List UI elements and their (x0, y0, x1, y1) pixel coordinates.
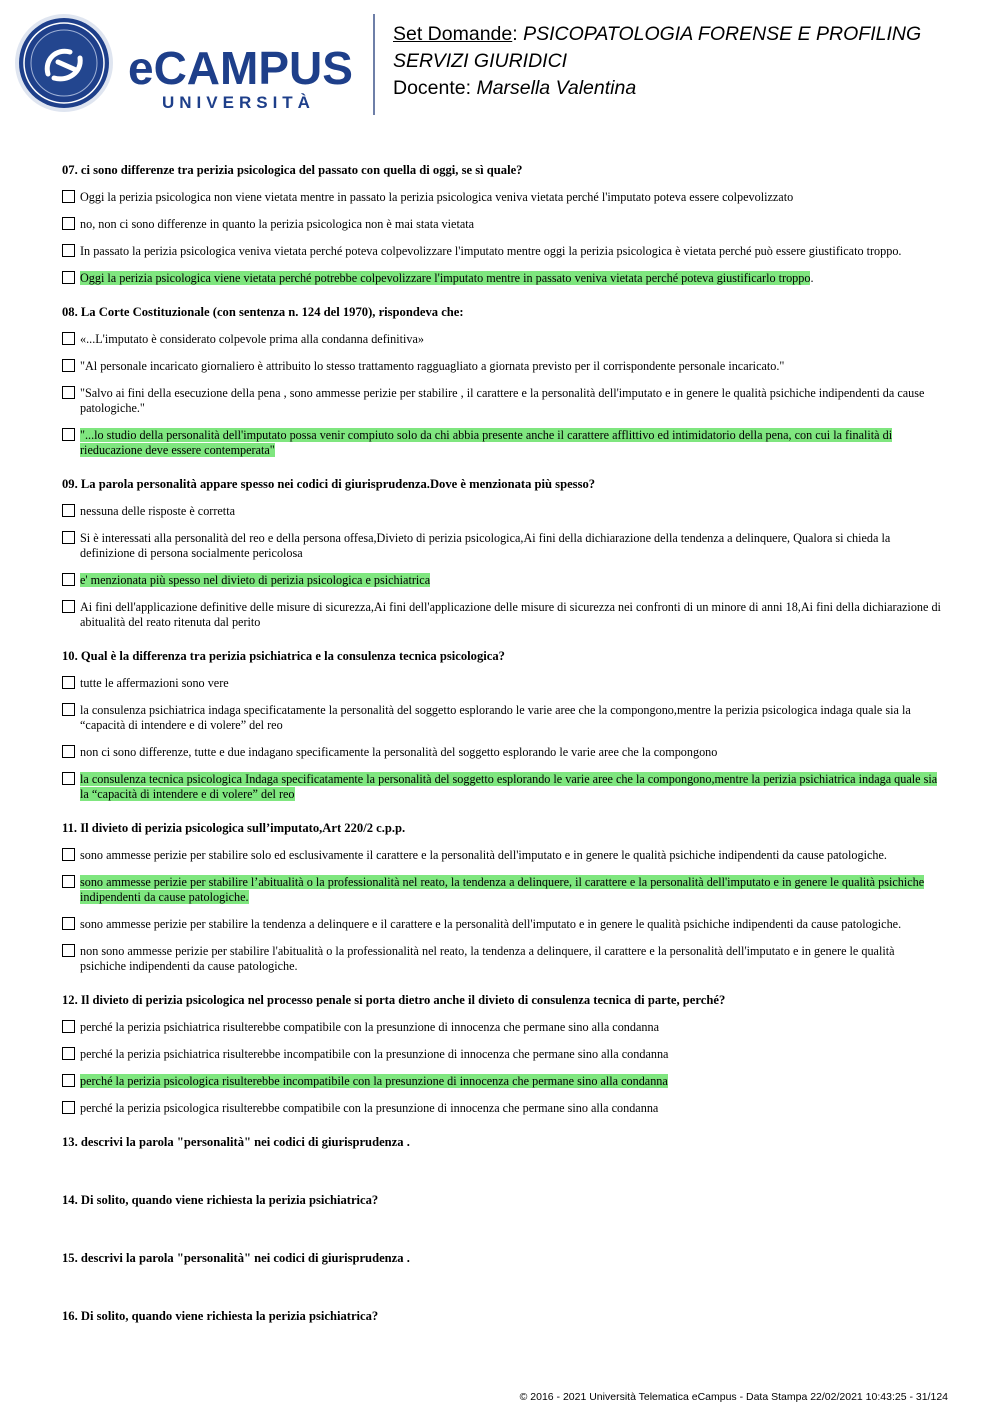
answer-option (62, 745, 942, 760)
checkbox-icon (62, 504, 75, 517)
answer-text: perché la perizia psichiatrica risulterebbe incompatibile con la presunzione di innocenza che permane sino alla condanna (80, 1047, 669, 1061)
question-title: 07. ci sono differenze tra perizia psicologica del passato con quella di oggi, se sì quale? (62, 163, 523, 177)
answer-suffix: . (810, 271, 814, 285)
page-header (0, 0, 1000, 140)
open-questions-section (62, 1135, 942, 1324)
checkbox-icon (62, 359, 75, 372)
open-question: 14. Di solito, quando viene richiesta la perizia psichiatrica? (62, 1193, 379, 1207)
answer-text: la consulenza tecnica psicologica Indaga specificatamente la personalità del soggetto esplorando le varie aree che la compongono,mentre la perizia psichiatrica indaga quale sia la “capacità di intendere e di volere” del reo (80, 772, 938, 801)
answer-option (62, 848, 942, 863)
answer-text: "Al personale incaricato giornaliero è attribuito lo stesso trattamento ragguagliato a giornata previsto per il corrispondente personale incaricato." (80, 359, 785, 373)
answer-text: perché la perizia psichiatrica risulterebbe compatibile con la presunzione di innocenza che permane sino alla condanna (80, 1020, 659, 1034)
checkbox-icon (62, 1074, 75, 1087)
ecampus-logo (14, 12, 374, 116)
checkbox-icon (62, 772, 75, 785)
answer-text: tutte le affermazioni sono vere (80, 676, 229, 690)
checkbox-icon (62, 745, 75, 758)
answer-text: perché la perizia psicologica risulterebbe compatibile con la presunzione di innocenza che permane sino alla condanna (80, 1101, 659, 1115)
answer-option (62, 1101, 942, 1116)
question-title: 10. Qual è la differenza tra perizia psichiatrica e la consulenza tecnica psicologica? (62, 649, 505, 663)
answer-text: non sono ammesse perizie per stabilire l'abitualità o la professionalità nel reato, la tendenza a delinquere, il carattere e la personalità dell'imputato e in genere le qualità psichiche indipendenti da cause patologiche. (80, 944, 895, 973)
header-divider (373, 14, 375, 115)
question-title: 12. Il divieto di perizia psicologica nel processo penale si porta dietro anche il divieto di consulenza tecnica di parte, perché? (62, 993, 726, 1007)
answer-text: In passato la perizia psicologica veniva vietata perché poteva colpevolizzare l'imputato mentre oggi la perizia psicologica è vietata perché può essere giustificato troppo. (80, 244, 902, 258)
answer-option-correct (62, 428, 942, 458)
question-block (62, 163, 942, 286)
checkbox-icon (62, 703, 75, 716)
answer-option (62, 217, 942, 232)
open-question: 13. descrivi la parola "personalità" nei codici di giurisprudenza . (62, 1135, 410, 1149)
checkbox-icon (62, 676, 75, 689)
checkbox-icon (62, 917, 75, 930)
answer-option (62, 703, 942, 733)
checkbox-icon (62, 1020, 75, 1033)
answer-text: e' menzionata più spesso nel divieto di perizia psicologica e psichiatrica (80, 573, 431, 587)
logo-wordmark: eCAMPUS (128, 42, 353, 94)
checkbox-icon (62, 1101, 75, 1114)
checkbox-icon (62, 848, 75, 861)
answer-option (62, 190, 942, 205)
answer-option-correct (62, 1074, 942, 1089)
open-question: 15. descrivi la parola "personalità" nei codici di giurisprudenza . (62, 1251, 410, 1265)
answer-option-correct (62, 772, 942, 802)
answer-text: "Salvo ai fini della esecuzione della pena , sono ammesse perizie per stabilire , il carattere e la personalità dell'imputato e in genere le qualità psichiche indipendenti da cause patologiche." (80, 386, 925, 415)
answer-option (62, 531, 942, 561)
page-footer: © 2016 - 2021 Università Telematica eCampus - Data Stampa 22/02/2021 10:43:25 - 31/124 (519, 1391, 948, 1403)
checkbox-icon (62, 600, 75, 613)
answer-text: no, non ci sono differenze in quanto la perizia psicologica non è mai stata vietata (80, 217, 475, 231)
answer-option (62, 1047, 942, 1062)
answer-option (62, 917, 942, 932)
answer-option (62, 244, 942, 259)
course-subtitle: SERVIZI GIURIDICI (393, 50, 568, 72)
question-title: 08. La Corte Costituzionale (con sentenza n. 124 del 1970), rispondeva che: (62, 305, 464, 319)
answer-text: la consulenza psichiatrica indaga specificatamente la personalità del soggetto esplorando le varie aree che la compongono,mentre la perizia psicologica indaga quale sia la “capacità di intendere e di volere” del reo (80, 703, 911, 732)
answer-option (62, 676, 942, 691)
answer-text: sono ammesse perizie per stabilire l’abitualità o la professionalità nel reato, la tendenza a delinquere, il carattere e la personalità dell'imputato e in genere le qualità psichiche indipendenti da cause patologiche. (80, 875, 925, 904)
answer-option-correct (62, 573, 942, 588)
answer-option (62, 1020, 942, 1035)
answer-option (62, 944, 942, 974)
question-title: 09. La parola personalità appare spesso nei codici di giurisprudenza.Dove è menzionata più spesso? (62, 477, 596, 491)
answer-text: perché la perizia psicologica risulterebbe incompatibile con la presunzione di innocenza che permane sino alla condanna (80, 1074, 668, 1088)
question-title: 11. Il divieto di perizia psicologica sull’imputato,Art 220/2 c.p.p. (62, 821, 406, 835)
answer-text: sono ammesse perizie per stabilire la tendenza a delinquere e il carattere e la personalità dell'imputato e in genere le qualità psichiche indipendenti da cause patologiche. (80, 917, 902, 931)
checkbox-icon (62, 573, 75, 586)
answer-text: non ci sono differenze, tutte e due indagano specificamente la personalità del soggetto esplorando le varie aree che la compongono (80, 745, 718, 759)
checkbox-icon (62, 271, 75, 284)
question-block (62, 477, 942, 630)
checkbox-icon (62, 875, 75, 888)
checkbox-icon (62, 217, 75, 230)
checkbox-icon (62, 244, 75, 257)
question-block (62, 993, 942, 1116)
answer-text: "...lo studio della personalità dell'imputato possa venir compiuto solo da chi abbia presente anche il carattere afflittivo ed intimidatorio della pena, con cui la finalità di rieducazione deve essere contemperata" (80, 428, 893, 457)
checkbox-icon (62, 1047, 75, 1060)
multiple-choice-section (62, 163, 942, 1116)
checkbox-icon (62, 944, 75, 957)
question-block (62, 305, 942, 458)
answer-text: nessuna delle risposte è corretta (80, 504, 235, 518)
checkbox-icon (62, 531, 75, 544)
answer-text: Si è interessati alla personalità del reo e della persona offesa,Divieto di perizia psicologica,Ai fini della dichiarazione della tendenza a delinquere, Qualora si chieda la definizione di persona socialmente pericolosa (80, 531, 891, 560)
answer-text: Oggi la perizia psicologica viene vietata perché potrebbe colpevolizzare l'imputato mentre in passato veniva vietata perché poteva giustificarlo troppo (80, 271, 811, 285)
answer-text: sono ammesse perizie per stabilire solo ed esclusivamente il carattere e la personalità dell'imputato e in genere le qualità psichiche indipendenti da cause patologiche. (80, 848, 887, 862)
set-label: Set Domande (393, 23, 513, 45)
answer-option-correct (62, 271, 942, 286)
answer-option (62, 504, 942, 519)
docente-label: Docente: (393, 77, 477, 99)
answer-option (62, 600, 942, 630)
answer-text: Oggi la perizia psicologica non viene vietata mentre in passato la perizia psicologica veniva vietata perché l'imputato poteva essere colpevolizzato (80, 190, 794, 204)
answer-option-correct (62, 875, 942, 905)
docente-name: Marsella Valentina (476, 77, 637, 99)
answer-option (62, 359, 942, 374)
answer-text: Ai fini dell'applicazione definitive delle misure di sicurezza,Ai fini dell'applicazione delle misure di sicurezza nei confronti di un minore di anni 18,Ai fini della dichiarazione di abitualità del reato ritenuta dal perito (80, 600, 941, 629)
question-block (62, 821, 942, 974)
open-question: 16. Di solito, quando viene richiesta la perizia psichiatrica? (62, 1309, 379, 1323)
answer-option (62, 386, 942, 416)
logo-subtitle: UNIVERSITÀ (162, 93, 315, 112)
question-list (62, 163, 942, 1367)
header-info: Set Domande: PSICOPATOLOGIA FORENSE E PROFILING SERVIZI GIURIDICI Docente: Marsella Valentina (393, 23, 922, 99)
question-block (62, 649, 942, 802)
answer-option (62, 332, 942, 347)
checkbox-icon (62, 428, 75, 441)
answer-text: «...L'imputato è considerato colpevole prima alla condanna definitiva» (80, 332, 425, 346)
course-title: PSICOPATOLOGIA FORENSE E PROFILING (523, 23, 922, 45)
checkbox-icon (62, 190, 75, 203)
checkbox-icon (62, 332, 75, 345)
checkbox-icon (62, 386, 75, 399)
